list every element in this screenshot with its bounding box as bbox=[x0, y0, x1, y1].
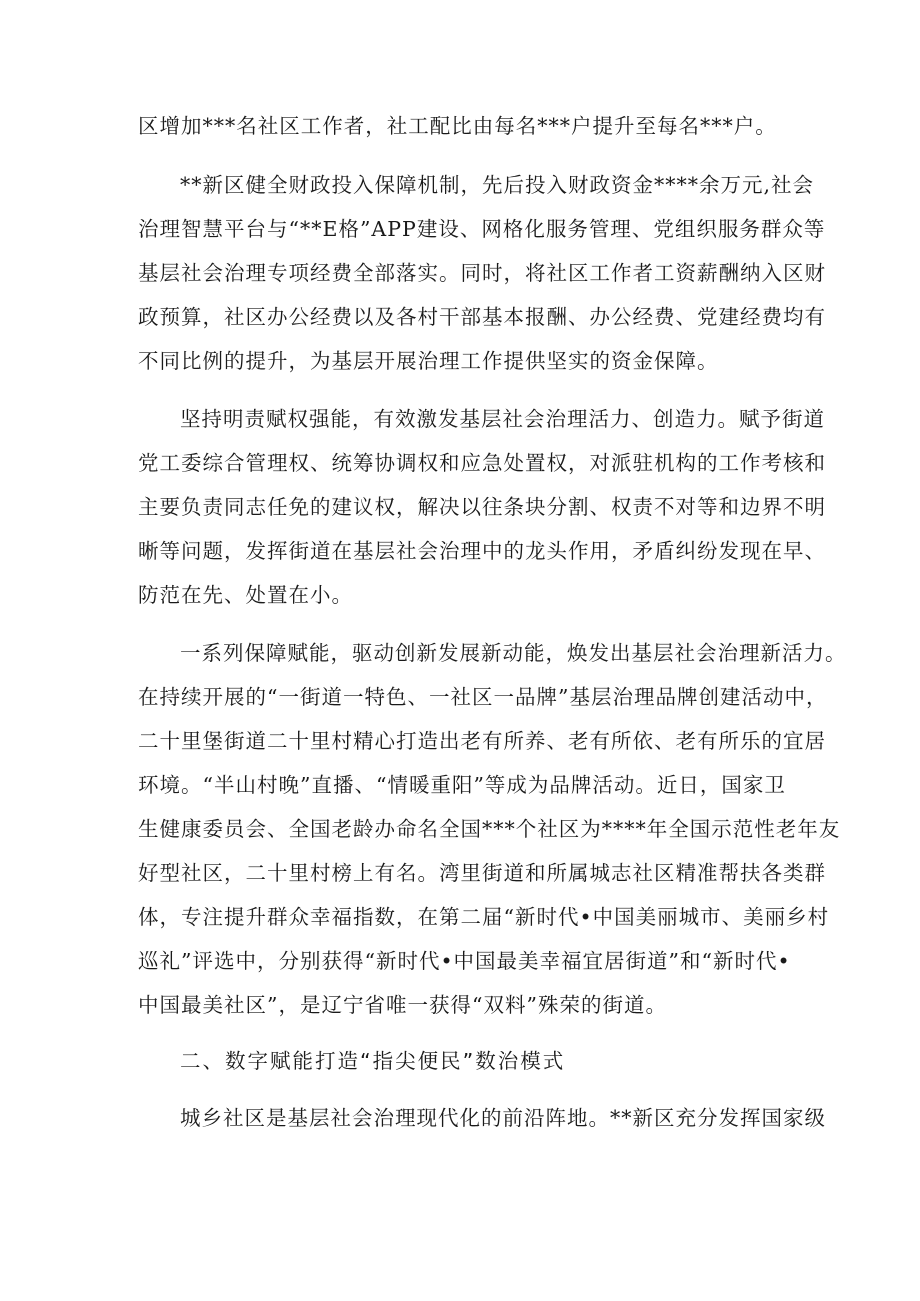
paragraph-line: 在持续开展的“一街道一特色、一社区一品牌”基层治理品牌创建活动中， bbox=[138, 685, 828, 709]
paragraph-line: 一系列保障赋能，驱动创新发展新动能，焕发出基层社会治理新活力。 bbox=[180, 641, 847, 665]
paragraph-line: 体，专注提升群众幸福指数，在第二届“新时代•中国美丽城市、美丽乡村 bbox=[138, 905, 830, 929]
paragraph-line: 二十里堡街道二十里村精心打造出老有所养、老有所依、老有所乐的宜居 bbox=[138, 729, 826, 753]
paragraph-line: 主要负责同志任免的建议权，解决以往条块分割、权责不对等和边界不明 bbox=[138, 495, 826, 519]
paragraph-line: 生健康委员会、全国老龄办命名全国***个社区为****年全国示范性老年友 bbox=[138, 817, 841, 841]
paragraph-line: 城乡社区是基层社会治理现代化的前沿阵地。**新区充分发挥国家级 bbox=[180, 1106, 826, 1130]
paragraph-line: 巡礼”评选中，分别获得“新时代•中国最美幸福宜居街道”和“新时代• bbox=[138, 949, 791, 973]
paragraph-line: 晰等问题，发挥街道在基层社会治理中的龙头作用，矛盾纠纷发现在早、 bbox=[138, 539, 826, 563]
paragraph-line: 党工委综合管理权、统筹协调权和应急处置权，对派驻机构的工作考核和 bbox=[138, 451, 826, 475]
paragraph-line: 治理智慧平台与“**E格”APP建设、网格化服务管理、党组织服务群众等 bbox=[138, 217, 826, 241]
paragraph-line: 坚持明责赋权强能，有效激发基层社会治理活力、创造力。赋予街道 bbox=[180, 407, 825, 431]
paragraph-line: 防范在先、处置在小。 bbox=[138, 583, 353, 607]
paragraph-line: **新区健全财政投入保障机制，先后投入财政资金****余万元,社会 bbox=[180, 173, 815, 197]
paragraph-line: 不同比例的提升，为基层开展治理工作提供坚实的资金保障。 bbox=[138, 349, 719, 373]
paragraph-line: 政预算，社区办公经费以及各村干部基本报酬、办公经费、党建经费均有 bbox=[138, 305, 826, 329]
paragraph-line: 环境。“半山村晚”直播、“情暖重阳”等成为品牌活动。近日，国家卫 bbox=[138, 773, 786, 797]
section-heading: 二、数字赋能打造“指尖便民”数治模式 bbox=[180, 1049, 566, 1073]
paragraph-line: 区增加***名社区工作者，社工配比由每名***户提升至每名***户。 bbox=[138, 114, 777, 138]
paragraph-line: 基层社会治理专项经费全部落实。同时，将社区工作者工资薪酬纳入区财 bbox=[138, 261, 826, 285]
paragraph-line: 中国最美社区”，是辽宁省唯一获得“双料”殊荣的街道。 bbox=[138, 993, 667, 1017]
paragraph-line: 好型社区，二十里村榜上有名。湾里街道和所属城志社区精准帮扶各类群 bbox=[138, 861, 826, 885]
